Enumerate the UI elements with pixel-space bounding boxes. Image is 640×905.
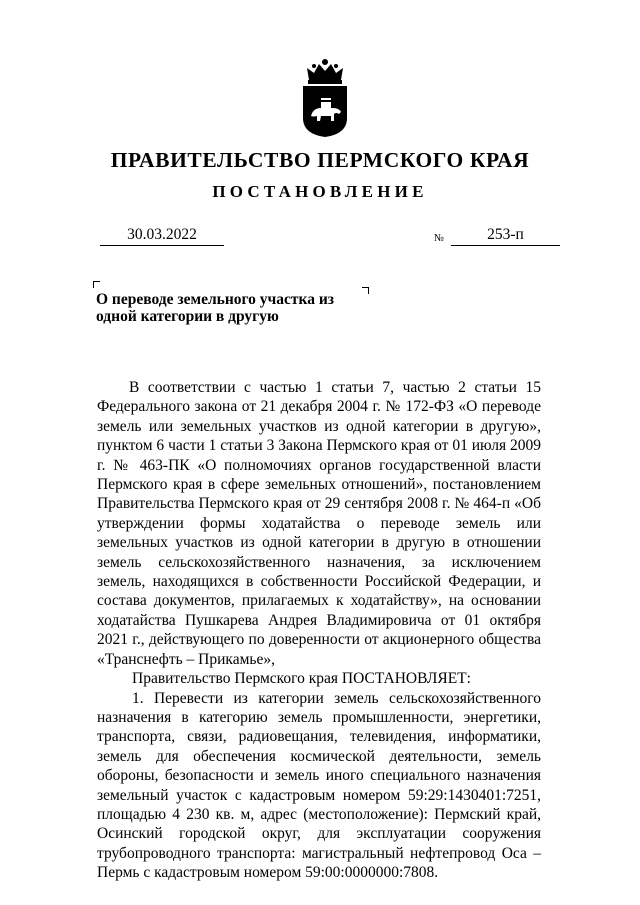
document-number: 253-п	[451, 226, 560, 246]
preamble-paragraph: В соответствии с частью 1 статьи 7, частью 2 статьи 15 Федерального закона от 21 декабря 2004 г. № 172-ФЗ «О переводе земель или земельных участков из одной категории в другую», пунктом 6 части 1 статьи 3 Закона Пермского края от 01 июля 2009 г. № 463-ПК «О полномочиях органов государственной власти Пермского края в сфере земельных отношений», постановлением Правительства Пермского края от 29 сентября 2008 г. № 464-п «Об утверждении формы ходатайства о переводе земель или земельных участков из одной категории в другую в отношении земель сельскохозяйственного назначения, за исключением земель, находящихся в собственности Российской Федерации, и состава документов, прилагаемых к ходатайству», на основании ходатайства Пушкарева Андрея Владимировича от 01 октября 2021 г., действующего по доверенности от акционерного общества «Транснефть – Прикамье»,	[97, 379, 541, 668]
number-sign: №	[434, 233, 445, 244]
subject-corner-left	[93, 281, 100, 288]
clause-1-paragraph: 1. Перевести из категории земель сельскохозяйственного назначения в категорию земель промышленности, энергетики, транспорта, связи, радиовещания, телевидения, информатики, земель для обеспечения космической деятельности, земель обороны, безопасности и земель иного специального назначения земельный участок с кадастровым номером 59:29:1430401:7251, площадью 4 230 кв. м, адрес (местоположение): Пермский край, Осинский городской округ, для эксплуатации сооружения трубопроводного транспорта: магистральный нефтепровод Оса – Пермь с кадастровым номером 59:00:0000000:7808.	[97, 689, 541, 882]
document-body	[97, 378, 541, 883]
government-title: ПРАВИТЕЛЬСТВО ПЕРМСКОГО КРАЯ	[110, 148, 530, 172]
document-date: 30.03.2022	[100, 226, 224, 246]
document-type: ПОСТАНОВЛЕНИЕ	[212, 182, 428, 201]
resolution-paragraph: Правительство Пермского края ПОСТАНОВЛЯЕТ:	[132, 670, 471, 688]
document-subject: О переводе земельного участка из одной категории в другую	[96, 291, 335, 325]
coat-of-arms-icon	[299, 58, 351, 138]
